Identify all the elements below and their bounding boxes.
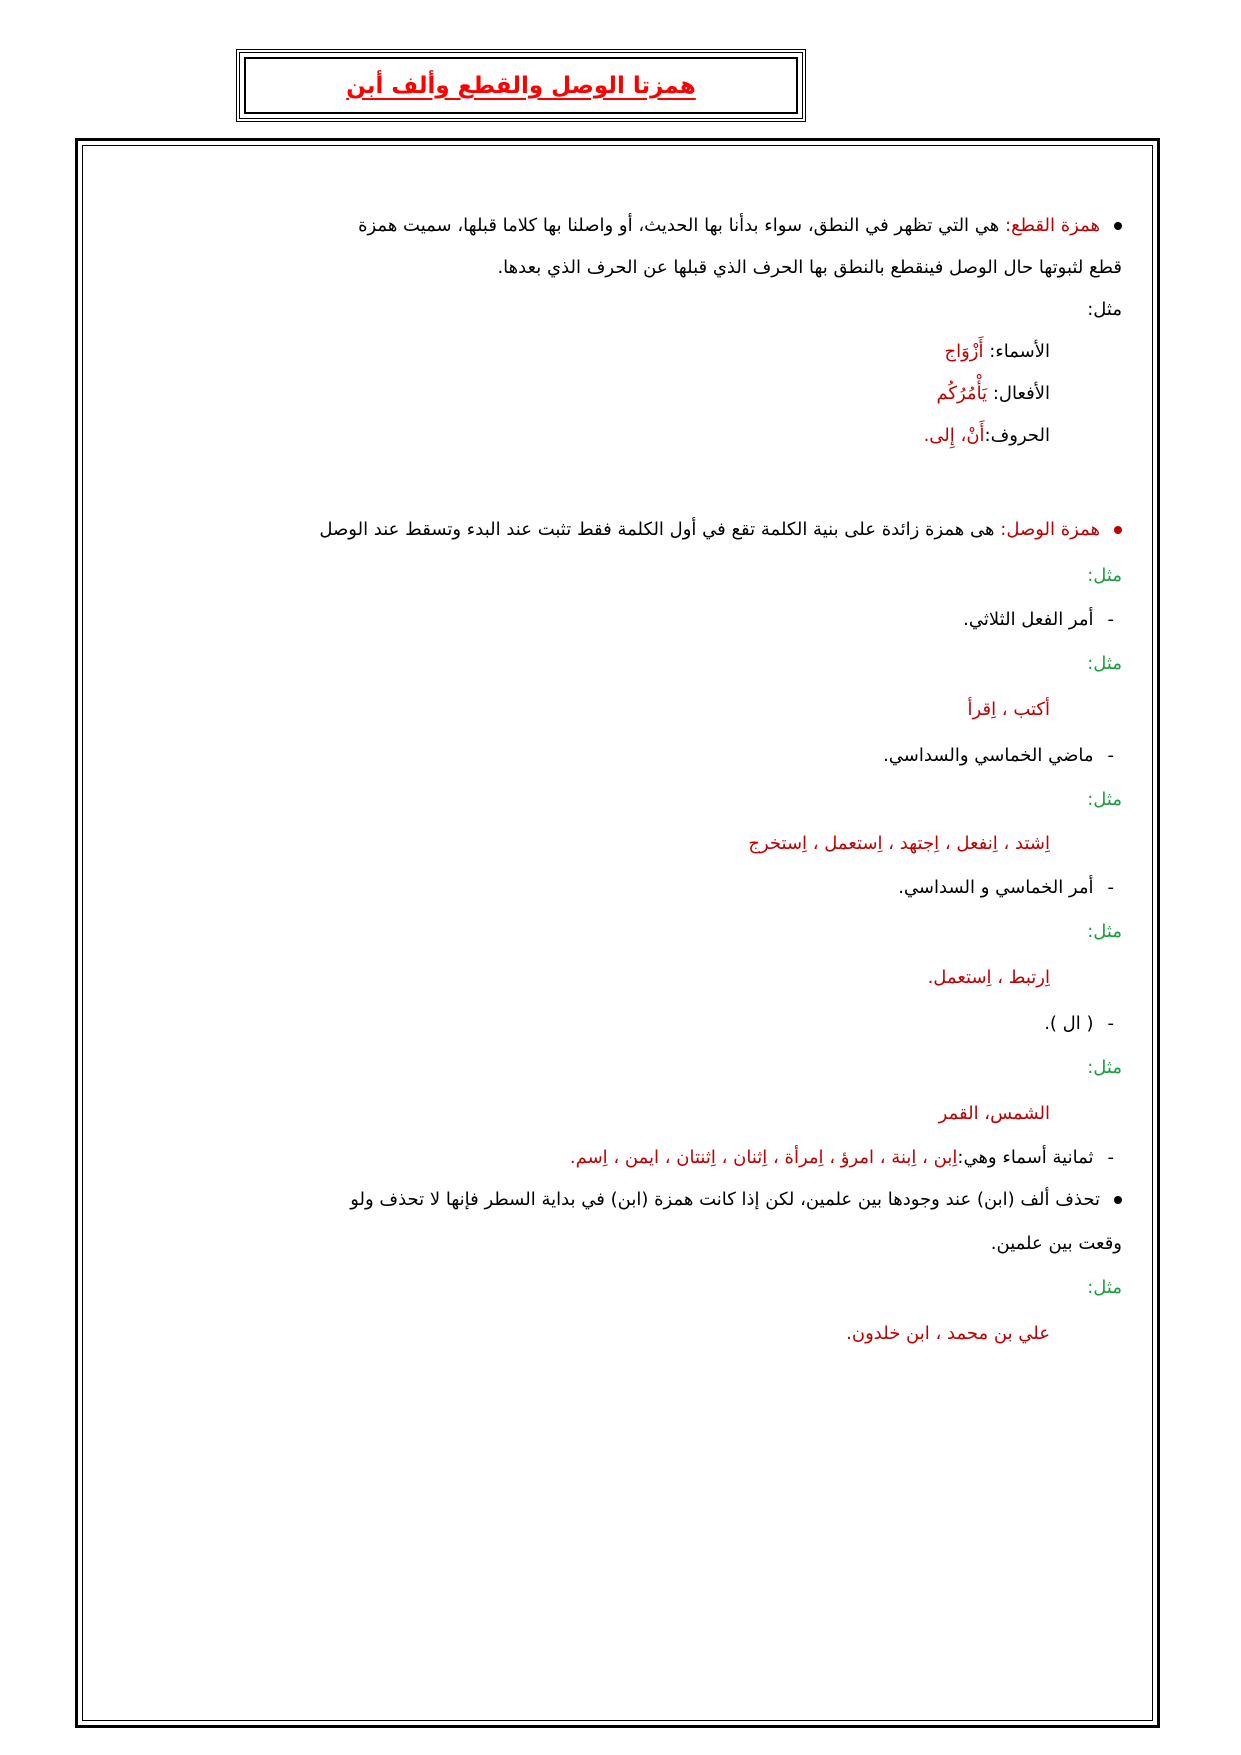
- wasl-term: همزة الوصل:: [1000, 519, 1100, 540]
- qat-definition-line1: [75, 212, 1122, 240]
- alif-example-label: مثل:: [1087, 1277, 1122, 1298]
- qat-line2: قطع لثبوتها حال الوصل فينقطع بالنطق بها الحرف الذي قبلها عن الحرف الذي بعدها.: [497, 257, 1122, 278]
- content-area: [75, 138, 1160, 1728]
- wasl-definition: [75, 516, 1122, 544]
- wasl-item-2-label: مثل:: [1087, 789, 1122, 810]
- bullet-icon: [1114, 1196, 1122, 1204]
- bullet-icon: [1114, 526, 1122, 534]
- wasl-item-4-label: مثل:: [1087, 1057, 1122, 1078]
- wasl-item-1-label: مثل:: [1087, 653, 1122, 674]
- page-title: همزتا الوصل والقطع وألف أبن: [346, 72, 696, 99]
- wasl-item-4-example: الشمس، القمر: [938, 1103, 1050, 1124]
- wasl-example-label: مثل:: [1087, 565, 1122, 586]
- wasl-item-2-example: اِشتد ، اِنفعل ، اِجتهد ، اِستعمل ، اِستخرج: [748, 833, 1050, 854]
- wasl-item-1-example: أكتب ، اِقرأ: [967, 699, 1050, 720]
- alif-example: علي بن محمد ، ابن خلدون.: [846, 1323, 1050, 1344]
- qat-definition-line2: [75, 254, 1122, 282]
- wasl-eight-nouns: -ثمانية أسماء وهي:اِبن ، اِبنة ، امرؤ ، اِمرأة ، اِثنان ، اِثنتان ، ايمن ، اِسم.: [569, 1147, 1114, 1168]
- alif-line2: وقعت بين علمين.: [990, 1233, 1122, 1254]
- qat-example-label: مثل:: [1087, 299, 1122, 320]
- wasl-item-4: -( ال ).: [1044, 1013, 1114, 1034]
- qat-example-particles: الحروف:أَنْ، إِلى.: [923, 425, 1050, 446]
- title-box: [236, 49, 806, 122]
- wasl-item-3-example: اِرتبط ، اِستعمل.: [927, 967, 1050, 988]
- qat-line1: هي التي تظهر في النطق، سواء بدأنا بها الحديث، أو واصلنا بها كلاما قبلها، سميت همزة: [358, 215, 1000, 236]
- alif-line1: تحذف ألف (ابن) عند وجودها بين علمين، لكن إذا كانت همزة (ابن) في بداية السطر فإنها لا تحذف ولو: [75, 1186, 1122, 1214]
- qat-term: همزة القطع:: [1005, 215, 1100, 236]
- wasl-item-3: -أمر الخماسي و السداسي.: [898, 877, 1114, 898]
- qat-example-verbs: الأفعال: يَأْمُرُكُم: [936, 383, 1050, 404]
- wasl-def-text: هى همزة زائدة على بنية الكلمة تقع في أول الكلمة فقط تثبت عند البدء وتسقط عند الوصل: [319, 519, 995, 540]
- wasl-item-2: -ماضي الخماسي والسداسي.: [883, 745, 1114, 766]
- qat-example-nouns: الأسماء: أَزْوَاج: [944, 341, 1050, 362]
- wasl-item-1: -أمر الفعل الثلاثي.: [963, 609, 1114, 630]
- bullet-icon: [1114, 222, 1122, 230]
- wasl-item-3-label: مثل:: [1087, 921, 1122, 942]
